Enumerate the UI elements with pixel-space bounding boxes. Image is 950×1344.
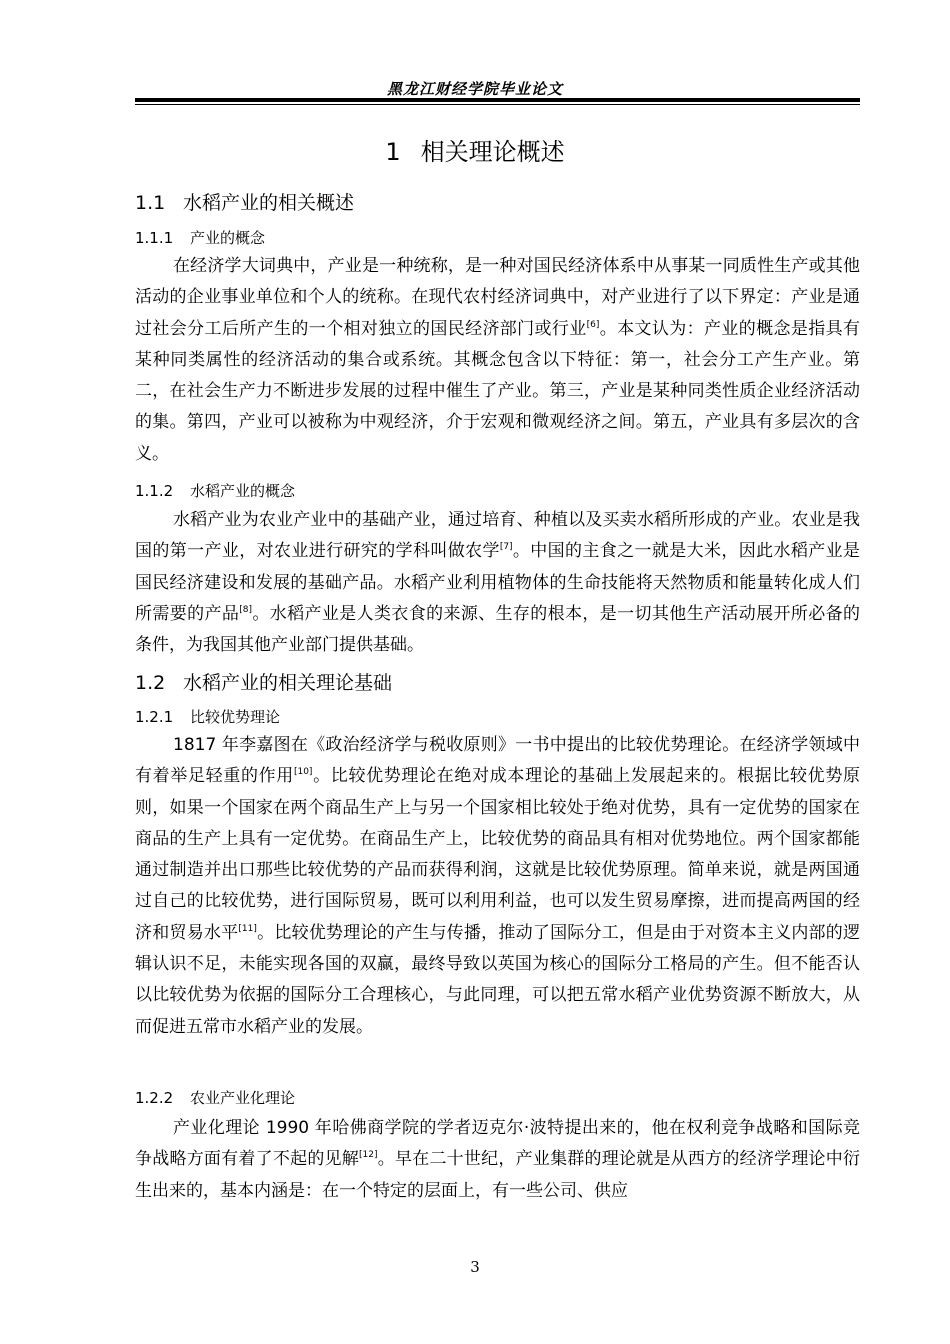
- paragraph-industry-concept: 在经济学大词典中，产业是一种统称，是一种对国民经济体系中从事某一同质性生产或其他活动的企业事业单位和个人的统称。在现代农村经济词典中，对产业进行了以下界定：产业是通过社会分工后所产生的一个相对独立的国民经济部门或行业[6]。本文认为：产业的概念是指具有某种同类属性的经济活动的集合或系统。其概念包含以下特征：第一，社会分工产生产业。第二，在社会生产力不断进步发展的过程中催生了产业。第三，产业是某种同类性质企业经济活动的集。第四，产业可以被称为中观经济，介于宏观和微观经济之间。第五，产业具有多层次的含义。: [135, 256, 861, 464]
- citation-ref: [11]: [238, 923, 257, 934]
- citation-ref: [7]: [499, 542, 513, 553]
- subsection-title: 比较优势理论: [190, 708, 281, 726]
- chapter-heading: [0, 132, 950, 167]
- citation-ref: [8]: [239, 604, 252, 615]
- page-number: 3: [470, 1258, 480, 1276]
- paragraph-comparative-advantage: 1817 年李嘉图在《政治经济学与税收原则》一书中提出的比较优势理论。在经济学领域中有着举足轻重的作用[10]。比较优势理论在绝对成本理论的基础上发展起来的。根据比较优势原则，如果一个国家在两个商品生产上与另一个国家相比较处于绝对优势，具有一定优势的国家在商品的生产上具有一定优势。在商品生产上，比较优势的商品具有相对优势地位。两个国家都能通过制造并出口那些比较优势的产品而获得利润，这就是比较优势原理。简单来说，就是两国通过自己的比较优势，进行国际贸易，既可以利用利益，也可以发生贸易摩擦，进而提高两国的经济和贸易水平[11]。比较优势理论的产生与传播，推动了国际分工，但是由于对资本主义内部的逻辑认识不足，未能实现各国的双赢，最终导致以英国为核心的国际分工格局的产生。但不能否认以比较优势为依据的国际分工合理核心，与此同理，可以把五常水稻产业优势资源不断放大，从而促进五常市水稻产业的发展。: [135, 735, 861, 1037]
- subsection-number: 1.1.2: [135, 482, 174, 500]
- section-number: 1.1: [135, 192, 166, 214]
- section-title: 水稻产业的相关概述: [183, 192, 355, 214]
- header-rule-thick: [135, 98, 860, 102]
- subsection-number: 1.2.2: [135, 1089, 174, 1107]
- subsection-heading-1-1-1: [135, 227, 265, 248]
- subsection-title: 农业产业化理论: [190, 1089, 296, 1107]
- subsection-heading-1-2-1: [135, 706, 280, 727]
- running-header: 黑龙江财经学院毕业论文: [386, 80, 563, 98]
- citation-ref: [12]: [359, 1150, 378, 1161]
- section-number: 1.2: [135, 672, 166, 694]
- subsection-number: 1.1.1: [135, 229, 174, 247]
- paragraph-rice-industry-concept: 水稻产业为农业产业中的基础产业，通过培育、种植以及买卖水稻所形成的产业。农业是我国的第一产业，对农业进行研究的学科叫做农学[7]。中国的主食之一就是大米，因此水稻产业是国民经济建设和发展的基础产品。水稻产业利用植物体的生命技能将天然物质和能量转化成人们所需要的产品[8]。水稻产业是人类衣食的来源、生存的根本，是一切其他生产活动展开所必备的条件，为我国其他产业部门提供基础。: [135, 510, 861, 656]
- subsection-heading-1-2-2: [135, 1087, 295, 1108]
- citation-ref: [6]: [586, 319, 600, 330]
- subsection-title: 产业的概念: [190, 229, 266, 247]
- header-rule-thin: [135, 104, 860, 105]
- chapter-number: 1: [385, 138, 401, 166]
- paragraph-agri-industrialization: 产业化理论 1990 年哈佛商学院的学者迈克尔·波特提出来的，他在权利竞争战略和国际竞争战略方面有着了不起的见解[12]。早在二十世纪，产业集群的理论就是从西方的经济学理论中衍生出来的，基本内涵是：在一个特定的层面上，有一些公司、供应: [135, 1118, 861, 1201]
- citation-ref: [10]: [293, 767, 313, 778]
- subsection-number: 1.2.1: [135, 708, 174, 726]
- section-title: 水稻产业的相关理论基础: [183, 672, 393, 694]
- chapter-title: 相关理论概述: [420, 138, 565, 166]
- section-heading-1-1: [135, 188, 354, 215]
- section-heading-1-2: [135, 668, 392, 695]
- subsection-title: 水稻产业的概念: [190, 482, 296, 500]
- subsection-heading-1-1-2: [135, 480, 295, 501]
